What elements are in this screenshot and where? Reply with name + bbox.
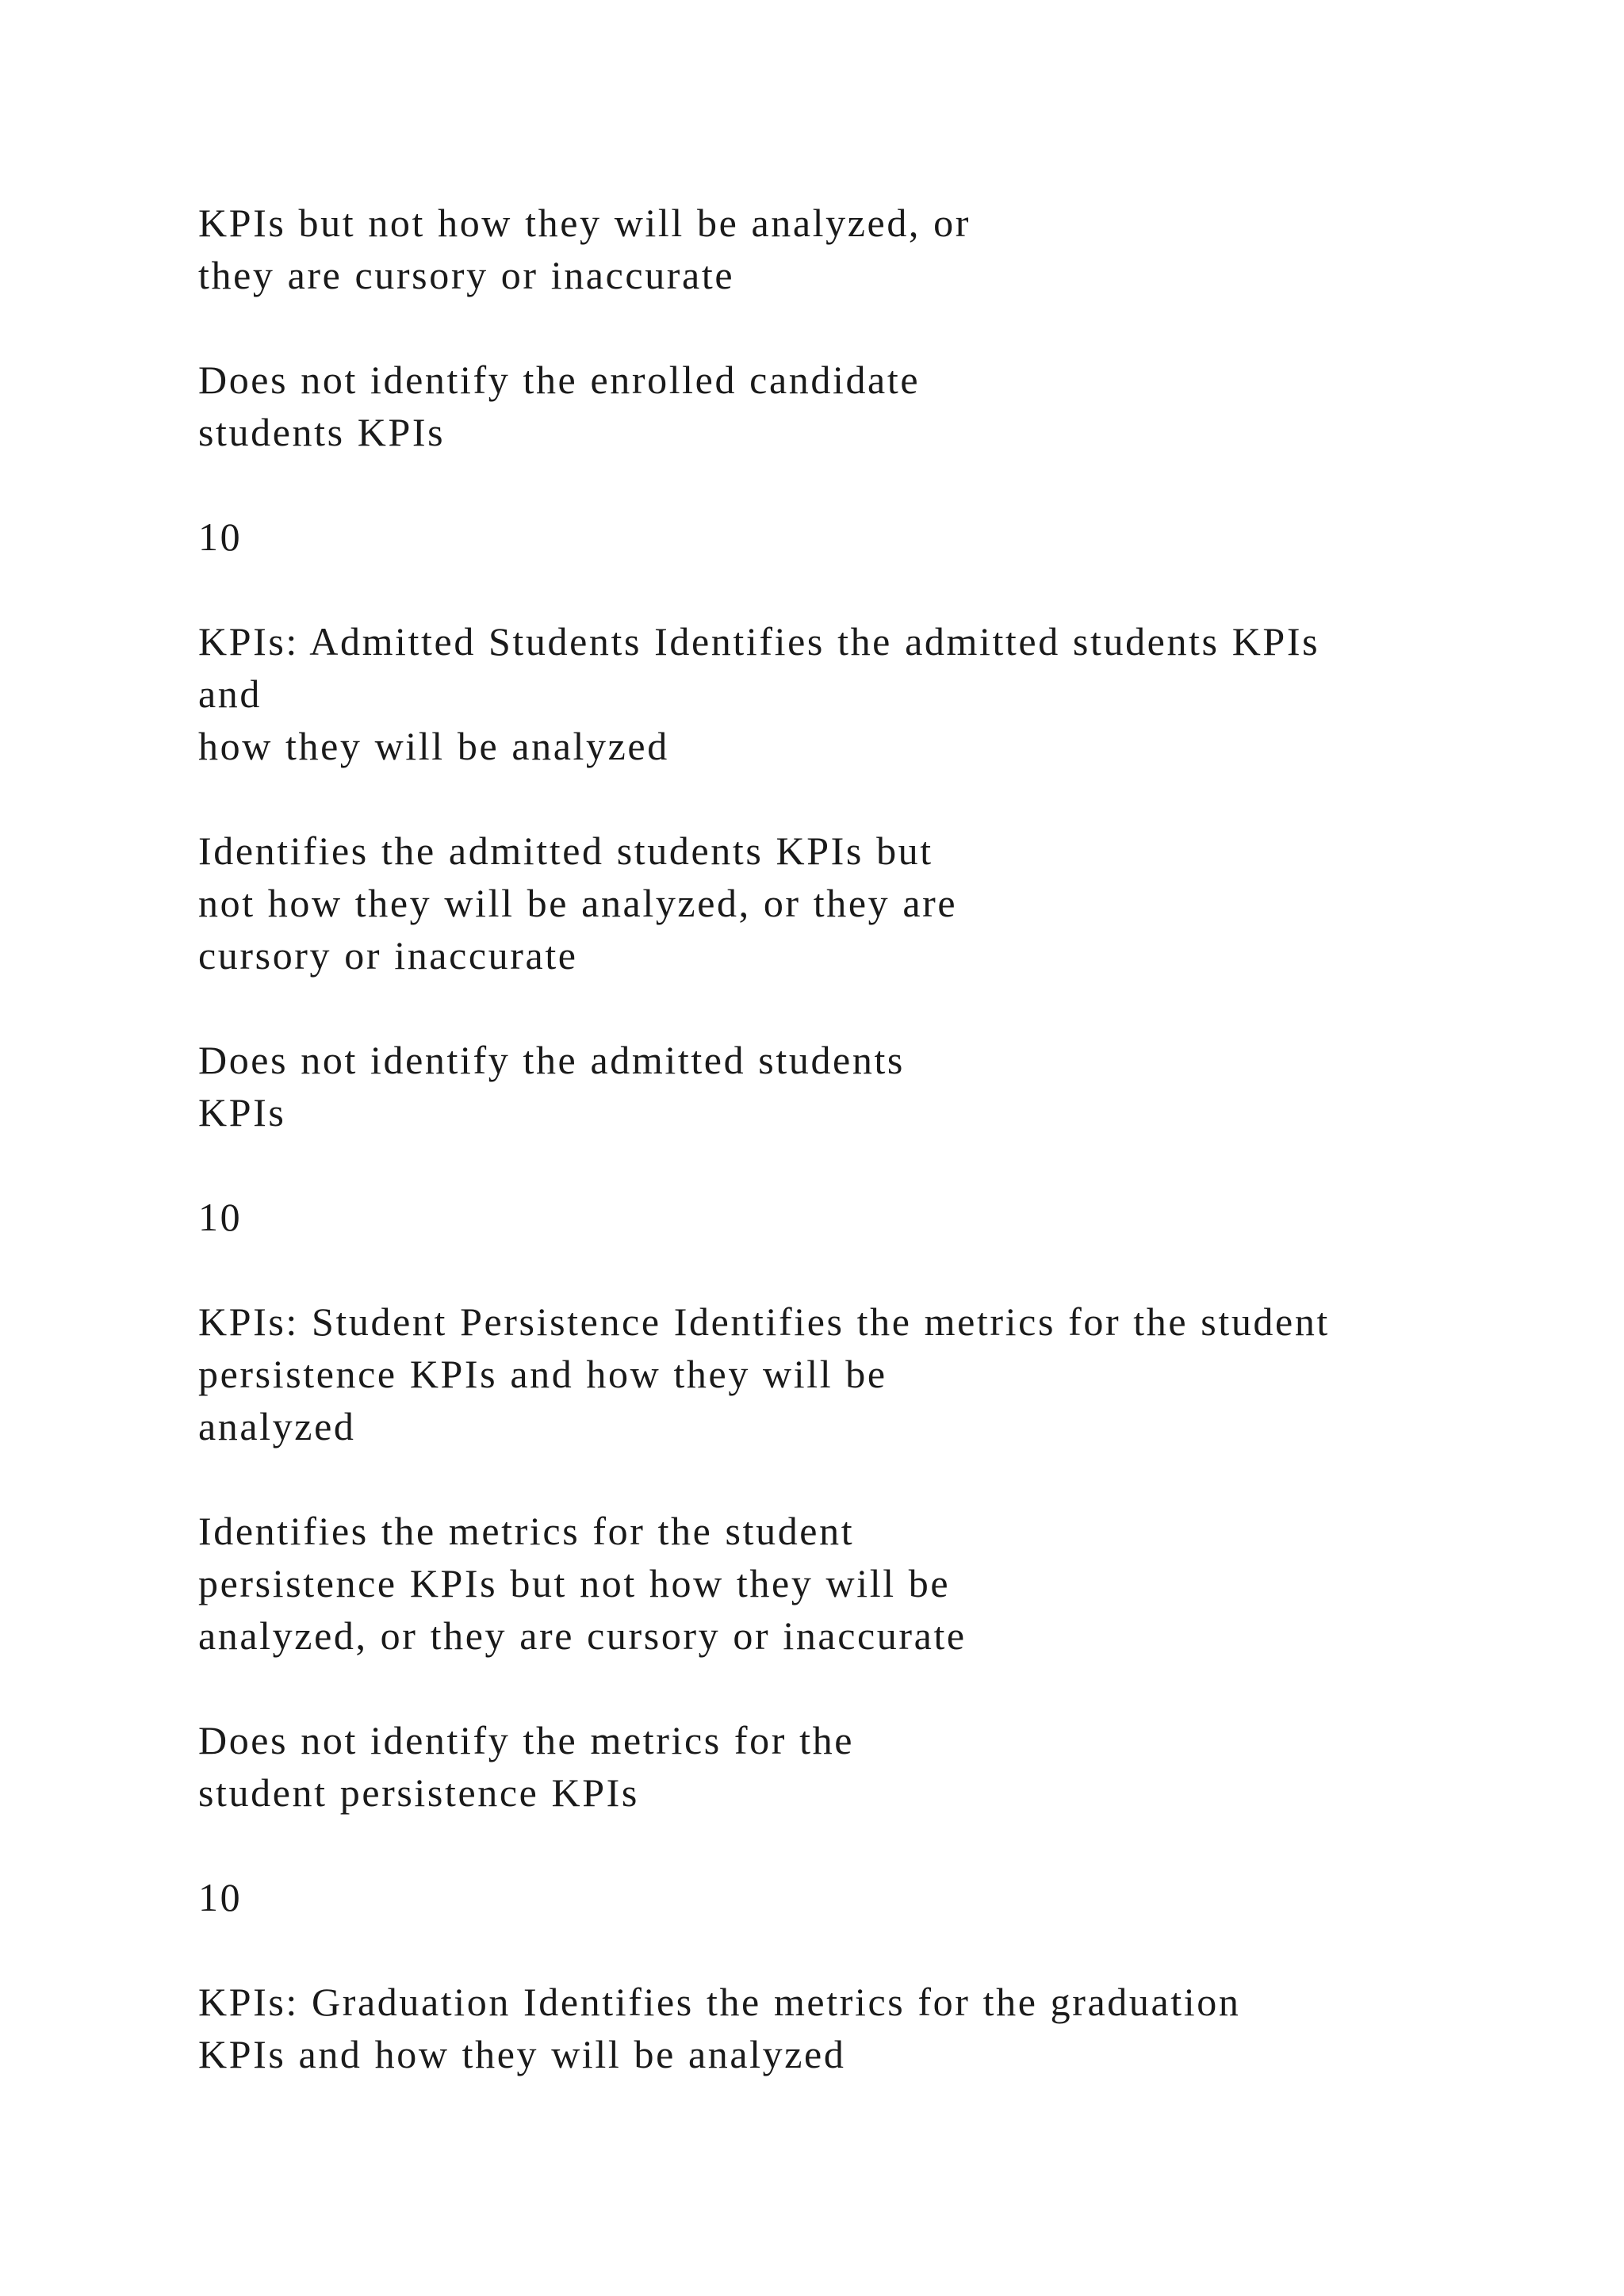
document-body bbox=[198, 197, 1546, 2133]
text-line: KPIs: Student Persistence Identifies the metrics for the student bbox=[198, 1299, 1330, 1344]
text-line: Identifies the metrics for the student bbox=[198, 1509, 855, 1553]
text-line: KPIs and how they will be analyzed bbox=[198, 2032, 846, 2076]
text-line: 10 bbox=[198, 1195, 243, 1239]
paragraph bbox=[198, 1976, 1546, 2080]
paragraph bbox=[198, 197, 1546, 301]
text-line: analyzed bbox=[198, 1404, 356, 1448]
points-value bbox=[198, 1191, 1546, 1243]
text-line: and bbox=[198, 672, 262, 716]
text-line: persistence KPIs and how they will be bbox=[198, 1352, 887, 1396]
points-value bbox=[198, 511, 1546, 563]
text-line: KPIs but not how they will be analyzed, or bbox=[198, 201, 971, 245]
text-line: KPIs bbox=[198, 1090, 286, 1135]
text-line: not how they will be analyzed, or they are bbox=[198, 881, 958, 925]
paragraph bbox=[198, 1714, 1546, 1819]
paragraph bbox=[198, 1505, 1546, 1662]
paragraph bbox=[198, 1034, 1546, 1138]
paragraph bbox=[198, 615, 1546, 772]
text-line: 10 bbox=[198, 1875, 243, 1919]
text-line: analyzed, or they are cursory or inaccurate bbox=[198, 1613, 967, 1658]
points-value bbox=[198, 1871, 1546, 1923]
text-line: Does not identify the metrics for the bbox=[198, 1718, 855, 1762]
text-line: Identifies the admitted students KPIs but bbox=[198, 828, 933, 873]
text-line: students KPIs bbox=[198, 410, 446, 454]
paragraph bbox=[198, 354, 1546, 458]
text-line: cursory or inaccurate bbox=[198, 933, 578, 978]
text-line: persistence KPIs but not how they will be bbox=[198, 1561, 951, 1605]
text-line: Does not identify the admitted students bbox=[198, 1038, 905, 1082]
paragraph bbox=[198, 1295, 1546, 1452]
text-line: KPIs: Graduation Identifies the metrics for the graduation bbox=[198, 1980, 1241, 2024]
text-line: KPIs: Admitted Students Identifies the admitted students KPIs bbox=[198, 619, 1320, 664]
text-line: student persistence KPIs bbox=[198, 1770, 639, 1815]
text-line: 10 bbox=[198, 515, 243, 559]
text-line: they are cursory or inaccurate bbox=[198, 253, 735, 297]
text-line: Does not identify the enrolled candidate bbox=[198, 358, 921, 402]
paragraph bbox=[198, 825, 1546, 982]
text-line: how they will be analyzed bbox=[198, 724, 669, 768]
